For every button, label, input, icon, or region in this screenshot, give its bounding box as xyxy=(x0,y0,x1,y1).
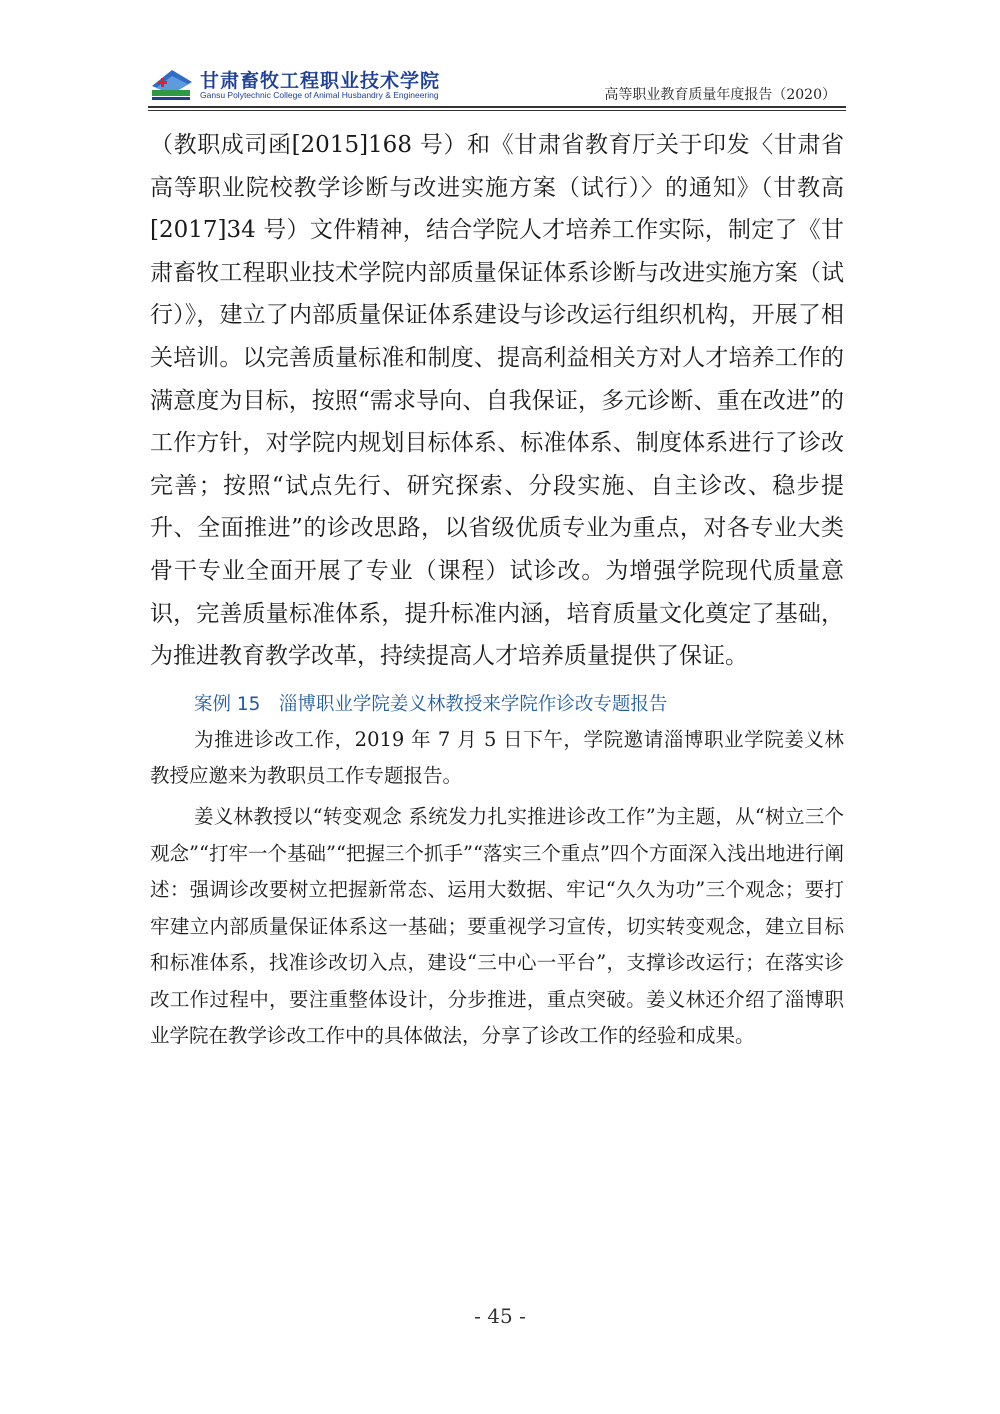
college-name-en: Gansu Polytechnic College of Animal Husbandry & Engineering xyxy=(200,90,439,100)
college-logo-icon xyxy=(148,64,194,104)
case-title: 案例 15 淄博职业学院姜义林教授来学院作诊改专题报告 xyxy=(194,693,668,715)
header-divider-thin xyxy=(148,110,846,111)
body-paragraph: （教职成司函[2015]168 号）和《甘肃省教育厅关于印发〈甘肃省高等职业院校教学诊断与改进实施方案（试行）〉的通知》（甘教高[2017]34 号）文件精神，结合学院人才培养工作实际，制定了《甘肃畜牧工程职业技术学院内部质量保证体系诊断与改进实施方案（试行）》，建立了内部质量保证体系建设与诊改运行组织机构，开展了相关培训。以完善质量标准和制度、提高利益相关方对人才培养工作的满意度为目标，按照“需求导向、自我保证，多元诊断、重在改进”的工作方针，对学院内规划目标体系、标准体系、制度体系进行了诊改完善；按照“试点先行、研究探索、分段实施、自主诊改、稳步提升、全面推进”的诊改思路，以省级优质专业为重点，对各专业大类骨干专业全面开展了专业（课程）试诊改。为增强学院现代质量意识，完善质量标准体系，提升标准内涵，培育质量文化奠定了基础，为推进教育教学改革，持续提高人才培养质量提供了保证。 xyxy=(150,132,844,670)
header-divider xyxy=(148,106,846,108)
main-content xyxy=(150,124,844,1055)
case-paragraph-1: 为推进诊改工作，2019 年 7 月 5 日下午，学院邀请淄博职业学院姜义林教授应邀来为教职员工作专题报告。 xyxy=(150,727,844,788)
college-name-cn: 甘肃畜牧工程职业技术学院 xyxy=(200,70,441,92)
report-title: 高等职业教育质量年度报告（2020） xyxy=(604,87,836,103)
case-paragraph-2: 姜义林教授以“转变观念 系统发力扎实推进诊改工作”为主题，从“树立三个观念”“打牢一个基础”“把握三个抓手”“落实三个重点”四个方面深入浅出地进行阐述：强调诊改要树立把握新常态、运用大数据、牢记“久久为功”三个观念；要打牢建立内部质量保证体系这一基础；要重视学习宣传，切实转变观念，建立目标和标准体系，找准诊改切入点，建设“三中心一平台”，支撑诊改运行；在落实诊改工作过程中，要注重整体设计，分步推进，重点突破。姜义林还介绍了淄博职业学院在教学诊改工作中的具体做法，分享了诊改工作的经验和成果。 xyxy=(150,804,844,1048)
page-header xyxy=(148,62,848,108)
page-number: - 45 - xyxy=(474,1304,526,1328)
